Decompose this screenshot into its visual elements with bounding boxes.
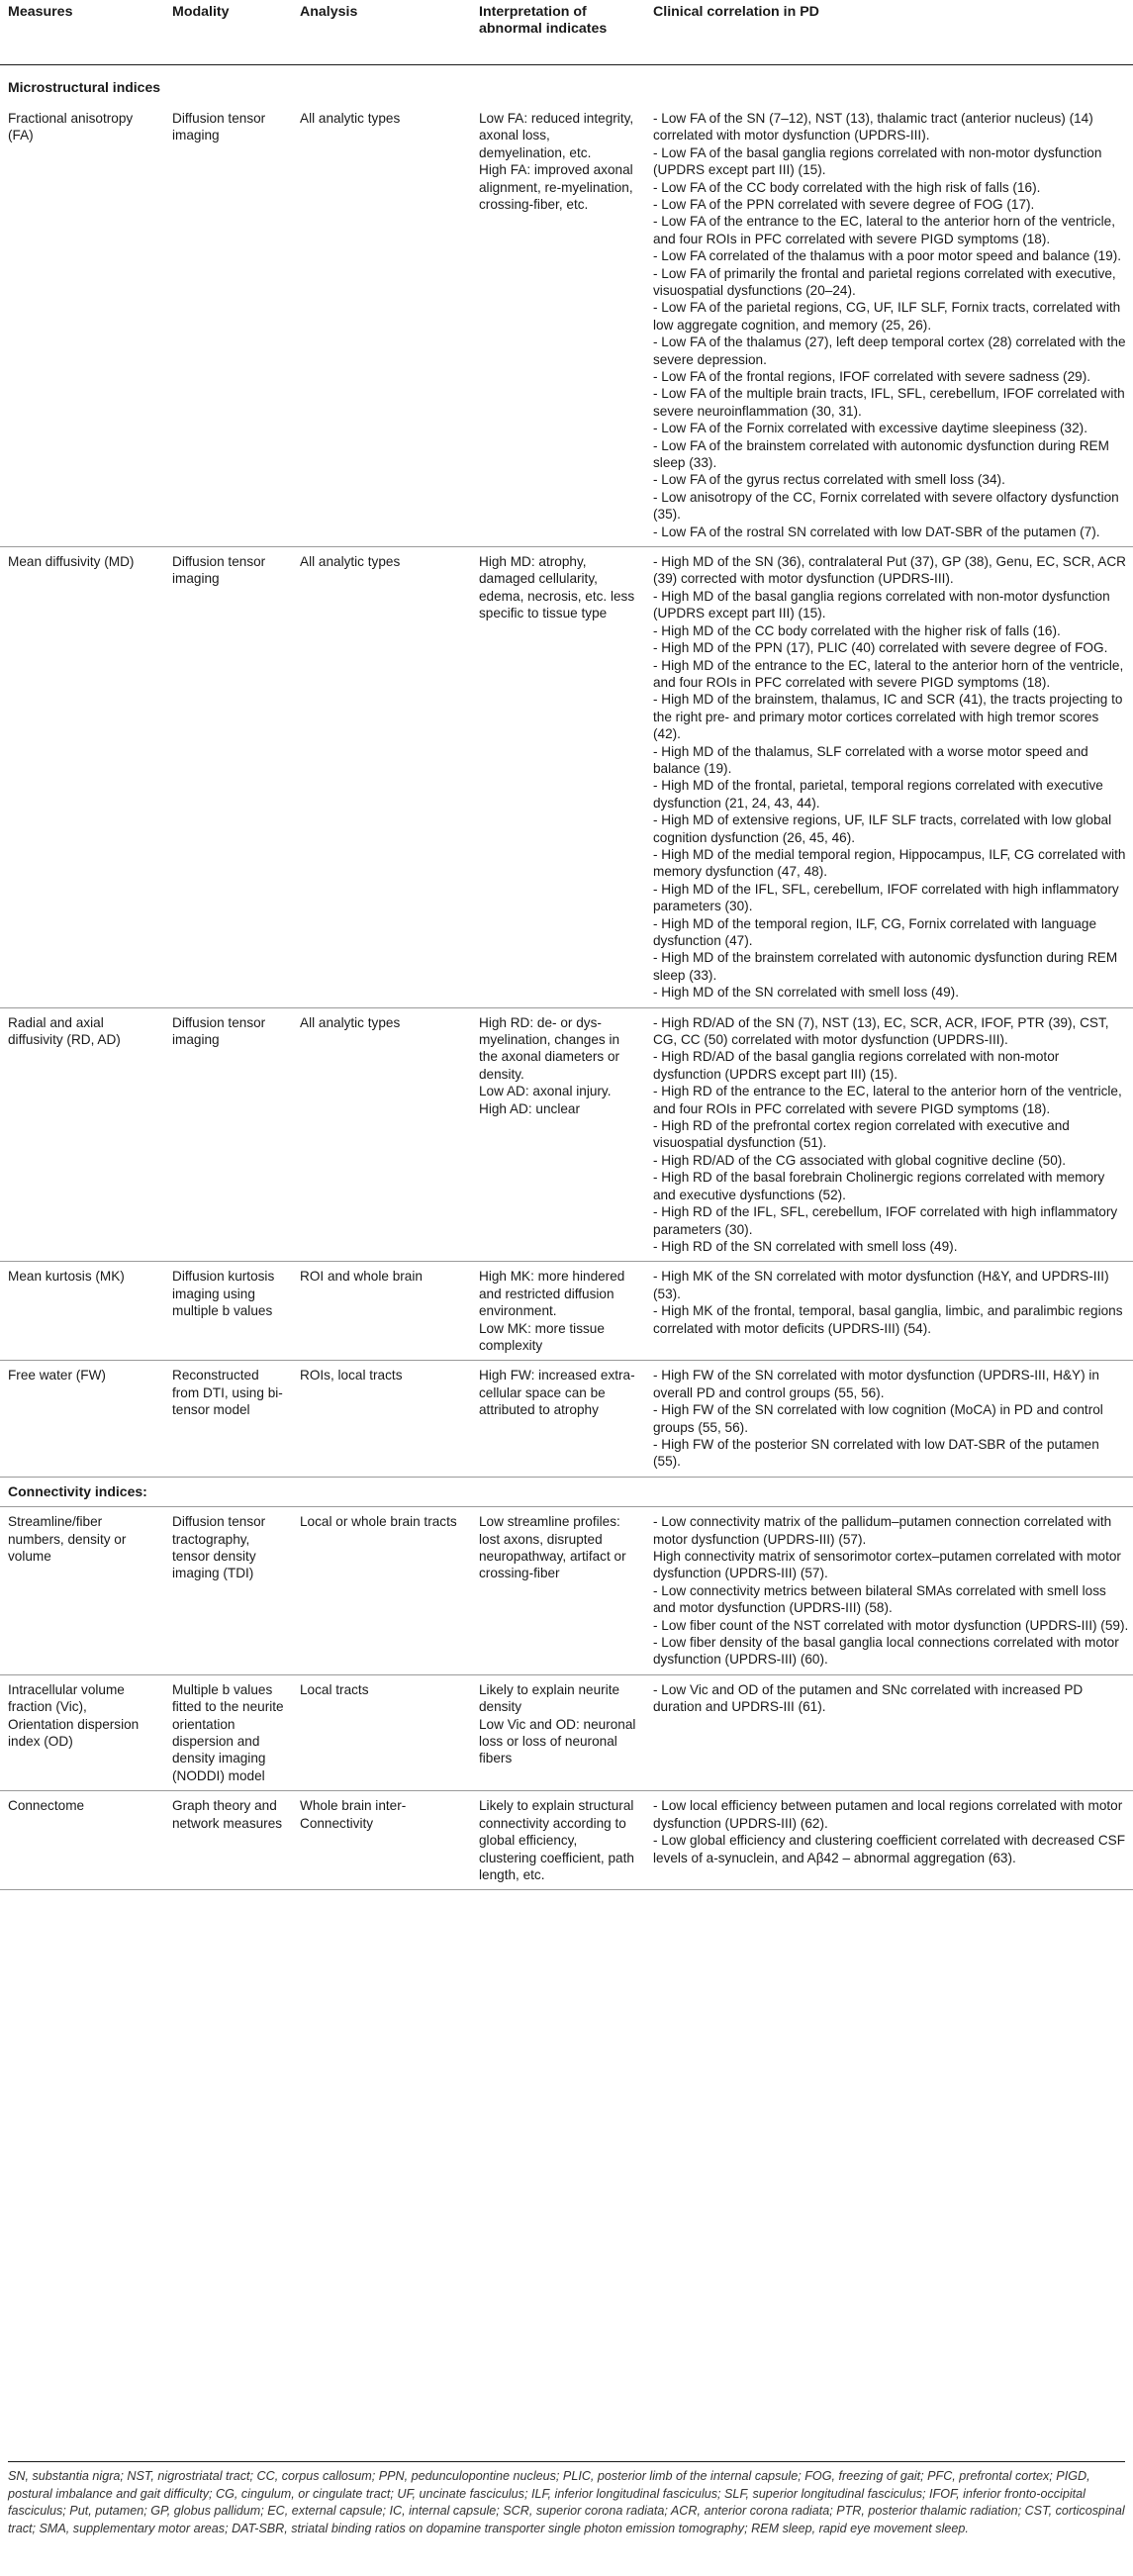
cell-line: - Low FA of primarily the frontal and parietal regions correlated with executive, visuospatial dysfunctions (20–24).	[653, 265, 1116, 298]
header-clinical: Clinical correlation in PD	[645, 0, 1133, 64]
cell-line: - Low FA of the Fornix correlated with excessive daytime sleepiness (32).	[653, 421, 1087, 436]
cell-modality: Diffusion tensor imaging	[164, 104, 292, 547]
cell-clinical	[645, 547, 1133, 1008]
cell-line: - Low connectivity metrics between bilateral SMAs correlated with smell loss and motor dysfunction (UPDRS-III) (58).	[653, 1582, 1106, 1616]
cell-line: - High MD of the IFL, SFL, cerebellum, IFOF correlated with high inflammatory parameters (30).	[653, 881, 1119, 914]
cell-line: - High MD of the CC body correlated with the higher risk of falls (16).	[653, 622, 1061, 638]
section-row-microstructural	[0, 64, 1133, 104]
cell-interpretation	[471, 547, 645, 1008]
table-row	[0, 1007, 1133, 1262]
cell-line: - Low FA of the parietal regions, CG, UF, ILF SLF, Fornix tracts, correlated with low aggregate cognition, and memory (25, 26).	[653, 300, 1121, 333]
cell-measure: Radial and axial diffusivity (RD, AD)	[0, 1007, 164, 1262]
header-interpretation: Interpretation of abnormal indicates	[471, 0, 645, 64]
cell-clinical	[645, 1791, 1133, 1890]
cell-line: - Low fiber density of the basal ganglia local connections correlated with motor dysfunction (UPDRS-III) (60).	[653, 1635, 1119, 1668]
table-row	[0, 1361, 1133, 1477]
cell-modality: Diffusion kurtosis imaging using multiple b values	[164, 1262, 292, 1361]
cell-line: - Low FA of the frontal regions, IFOF correlated with severe sadness (29).	[653, 369, 1090, 384]
cell-modality: Diffusion tensor tractography, tensor density imaging (TDI)	[164, 1507, 292, 1675]
cell-line: - Low FA of the gyrus rectus correlated with smell loss (34).	[653, 472, 1005, 488]
cell-line: - High MD of extensive regions, UF, ILF SLF tracts, correlated with low global cognition dysfunction (26, 45, 46).	[653, 812, 1112, 845]
cell-line: Low AD: axonal injury.	[479, 1084, 612, 1099]
cell-line: - Low connectivity matrix of the pallidum–putamen connection correlated with motor dysfunction (UPDRS-III) (57).	[653, 1514, 1112, 1547]
cell-line: High connectivity matrix of sensorimotor cortex–putamen correlated with motor dysfunction (UPDRS-III) (57).	[653, 1549, 1121, 1581]
cell-line: - High MD of the medial temporal region, Hippocampus, ILF, CG correlated with memory dysfunction (47, 48).	[653, 846, 1126, 880]
cell-line: - High RD of the entrance to the EC, lateral to the anterior horn of the ventricle, and four ROIs in PFC correlated with severe PIGD symptoms (18).	[653, 1084, 1122, 1116]
cell-line: - High MD of the frontal, parietal, temporal regions correlated with executive dysfunction (21, 24, 43, 44).	[653, 778, 1103, 811]
cell-modality: Graph theory and network measures	[164, 1791, 292, 1890]
cell-measure: Fractional anisotropy (FA)	[0, 104, 164, 547]
cell-analysis: ROIs, local tracts	[292, 1361, 471, 1477]
cell-line: Likely to explain structural connectivity according to global efficiency, clustering coefficient, path length, etc.	[479, 1798, 634, 1882]
cell-line: - High RD/AD of the SN (7), NST (13), EC, SCR, ACR, IFOF, PTR (39), CST, CG, CC (50) correlated with motor dysfunction (UPDRS-III).	[653, 1014, 1109, 1048]
table-row	[0, 1262, 1133, 1361]
table-row	[0, 1674, 1133, 1790]
cell-line: - High MD of the PPN (17), PLIC (40) correlated with severe degree of FOG.	[653, 640, 1108, 656]
cell-interpretation	[471, 1361, 645, 1477]
table-footnote: SN, substantia nigra; NST, nigrostriatal tract; CC, corpus callosum; PPN, pedunculopontine nucleus; PLIC, posterior limb of the internal capsule; FOG, freezing of gait; PFC, prefrontal cortex; PIGD, postural imbalance and gait difficulty; CG, cingulum, or cingulate tract; UF, uncinate fasciculus; ILF, inferior longitudinal fasciculus; SLF, superior longitudinal fasciculus; IFOF, inferior fronto-occipital fasciculus; Put, putamen; GP, globus pallidum; EC, external capsule; IC, internal capsule; SCR, superior corona radiata; ACR, anterior corona radiata; PTR, posterior thalamic radiation; CST, corticospinal tract; SMA, supplementary motor areas; DAT-SBR, striatal binding ratios on dopamine transporter single photon emission tomography; REM sleep, rapid eye movement sleep.	[8, 2461, 1125, 2537]
cell-clinical	[645, 1262, 1133, 1361]
cell-line: - Low FA of the SN (7–12), NST (13), thalamic tract (anterior nucleus) (14) correlated with motor dysfunction (UPDRS-III).	[653, 110, 1093, 143]
cell-line: - Low Vic and OD of the putamen and SNc correlated with increased PD duration and UPDRS-III (61).	[653, 1681, 1084, 1715]
cell-line: - High MD of the entrance to the EC, lateral to the anterior horn of the ventricle, and four ROIs in PFC correlated with severe PIGD symptoms (18).	[653, 657, 1124, 690]
cell-line: Likely to explain neurite density	[479, 1681, 620, 1715]
cell-line: - Low FA of the CC body correlated with the high risk of falls (16).	[653, 179, 1041, 195]
cell-interpretation	[471, 1791, 645, 1890]
cell-line: - High RD of the basal forebrain Cholinergic regions correlated with memory and executive dysfunctions (52).	[653, 1170, 1105, 1202]
cell-line: - Low fiber count of the NST correlated with motor dysfunction (UPDRS-III) (59).	[653, 1617, 1129, 1633]
cell-line: - Low FA of the basal ganglia regions correlated with non-motor dysfunction (UPDRS except part III) (15).	[653, 144, 1102, 178]
cell-line: - Low FA of the brainstem correlated with autonomic dysfunction during REM sleep (33).	[653, 437, 1109, 471]
cell-clinical	[645, 1007, 1133, 1262]
cell-interpretation	[471, 104, 645, 547]
cell-analysis: ROI and whole brain	[292, 1262, 471, 1361]
cell-line: - High MD of the brainstem, thalamus, IC and SCR (41), the tracts projecting to the right pre- and primary motor cortices correlated with high tremor scores (42).	[653, 692, 1123, 742]
cell-line: - Low local efficiency between putamen and local regions correlated with motor dysfunction (UPDRS-III) (62).	[653, 1798, 1123, 1831]
cell-line: - Low FA correlated of the thalamus with a poor motor speed and balance (19).	[653, 248, 1122, 264]
cell-line: High FA: improved axonal alignment, re-myelination, crossing-fiber, etc.	[479, 162, 633, 212]
cell-measure: Connectome	[0, 1791, 164, 1890]
section-row-connectivity	[0, 1477, 1133, 1506]
cell-clinical	[645, 1361, 1133, 1477]
cell-analysis: Whole brain inter-Connectivity	[292, 1791, 471, 1890]
cell-interpretation	[471, 1507, 645, 1675]
cell-line: Low MK: more tissue complexity	[479, 1320, 605, 1353]
cell-clinical	[645, 104, 1133, 547]
cell-interpretation	[471, 1674, 645, 1790]
cell-line: - High FW of the SN correlated with motor dysfunction (UPDRS-III, H&Y) in overall PD and control groups (55, 56).	[653, 1368, 1099, 1400]
cell-line: - Low FA of the entrance to the EC, lateral to the anterior horn of the ventricle, and four ROIs in PFC correlated with severe PIGD symptoms (18).	[653, 214, 1115, 246]
cell-line: Low FA: reduced integrity, axonal loss, demyelination, etc.	[479, 110, 634, 160]
cell-analysis: All analytic types	[292, 547, 471, 1008]
cell-line: - High MK of the frontal, temporal, basal ganglia, limbic, and paralimbic regions correlated with motor deficits (UPDRS-III) (54).	[653, 1303, 1123, 1336]
cell-line: - Low FA of the PPN correlated with severe degree of FOG (17).	[653, 196, 1035, 212]
cell-measure: Free water (FW)	[0, 1361, 164, 1477]
cell-line: - High MK of the SN correlated with motor dysfunction (H&Y, and UPDRS-III) (53).	[653, 1269, 1109, 1301]
cell-measure: Streamline/fiber numbers, density or volume	[0, 1507, 164, 1675]
cell-line: - Low FA of the multiple brain tracts, IFL, SFL, cerebellum, IFOF correlated with severe neuroinflammation (30, 31).	[653, 386, 1125, 419]
cell-line: - Low FA of the rostral SN correlated with low DAT-SBR of the putamen (7).	[653, 524, 1100, 539]
cell-line: - High RD of the IFL, SFL, cerebellum, IFOF correlated with high inflammatory parameters (30).	[653, 1204, 1118, 1237]
cell-measure: Mean diffusivity (MD)	[0, 547, 164, 1008]
cell-line: - High MD of the brainstem correlated with autonomic dysfunction during REM sleep (33).	[653, 950, 1118, 983]
cell-line: Low Vic and OD: neuronal loss or loss of neuronal fibers	[479, 1716, 636, 1766]
cell-line: - Low anisotropy of the CC, Fornix correlated with severe olfactory dysfunction (35).	[653, 489, 1119, 523]
cell-line: - High MD of the temporal region, ILF, CG, Fornix correlated with language dysfunction (47).	[653, 915, 1097, 948]
table-row	[0, 1791, 1133, 1890]
table-row	[0, 1507, 1133, 1675]
cell-line: - High RD of the SN correlated with smell loss (49).	[653, 1238, 958, 1254]
cell-measure: Intracellular volume fraction (Vic), Orientation dispersion index (OD)	[0, 1674, 164, 1790]
cell-clinical	[645, 1507, 1133, 1675]
cell-line: - High RD/AD of the CG associated with global cognitive decline (50).	[653, 1152, 1067, 1168]
table-row	[0, 547, 1133, 1008]
cell-line: Low streamline profiles: lost axons, disrupted neuropathway, artifact or crossing-fiber	[479, 1514, 626, 1581]
table-header	[0, 0, 1133, 64]
cell-analysis: All analytic types	[292, 1007, 471, 1262]
cell-measure: Mean kurtosis (MK)	[0, 1262, 164, 1361]
header-measures: Measures	[0, 0, 164, 64]
section-title-connectivity: Connectivity indices:	[0, 1477, 1133, 1506]
table-row	[0, 104, 1133, 547]
cell-line: High RD: de- or dys-myelination, changes in the axonal diameters or density.	[479, 1014, 620, 1082]
cell-line: - High RD of the prefrontal cortex region correlated with executive and visuospatial dysfunction (51).	[653, 1118, 1070, 1151]
cell-line: - High FW of the posterior SN correlated with low DAT-SBR of the putamen (55).	[653, 1436, 1099, 1470]
cell-line: High MD: atrophy, damaged cellularity, edema, necrosis, etc. less specific to tissue type	[479, 554, 635, 621]
cell-analysis: Local tracts	[292, 1674, 471, 1790]
cell-modality: Diffusion tensor imaging	[164, 547, 292, 1008]
cell-line: - High MD of the SN correlated with smell loss (49).	[653, 985, 959, 1001]
cell-modality: Diffusion tensor imaging	[164, 1007, 292, 1262]
cell-line: - High MD of the thalamus, SLF correlated with a worse motor speed and balance (19).	[653, 743, 1088, 776]
header-analysis: Analysis	[292, 0, 471, 64]
section-title-microstructural: Microstructural indices	[8, 78, 161, 95]
cell-line: High AD: unclear	[479, 1100, 581, 1116]
cell-line: - Low FA of the thalamus (27), left deep temporal cortex (28) correlated with the severe depression.	[653, 334, 1126, 367]
cell-analysis: Local or whole brain tracts	[292, 1507, 471, 1675]
cell-modality: Multiple b values fitted to the neurite orientation dispersion and density imaging (NODDI) model	[164, 1674, 292, 1790]
cell-line: - High MD of the basal ganglia regions correlated with non-motor dysfunction (UPDRS except part III) (15).	[653, 588, 1110, 621]
cell-analysis: All analytic types	[292, 104, 471, 547]
cell-interpretation	[471, 1007, 645, 1262]
header-modality: Modality	[164, 0, 292, 64]
cell-interpretation	[471, 1262, 645, 1361]
cell-line: High FW: increased extra-cellular space can be attributed to atrophy	[479, 1368, 635, 1418]
cell-modality: Reconstructed from DTI, using bi-tensor model	[164, 1361, 292, 1477]
cell-line: - High RD/AD of the basal ganglia regions correlated with non-motor dysfunction (UPDRS except part III) (15).	[653, 1049, 1060, 1082]
cell-line: High MK: more hindered and restricted diffusion environment.	[479, 1269, 625, 1319]
cell-clinical	[645, 1674, 1133, 1790]
cell-line: - High FW of the SN correlated with low cognition (MoCA) in PD and control groups (55, 56).	[653, 1402, 1103, 1435]
cell-line: - Low global efficiency and clustering coefficient correlated with decreased CSF levels of a-synuclein, and Aβ42 – abnormal aggregation (63).	[653, 1833, 1126, 1865]
cell-line: - High MD of the SN (36), contralateral Put (37), GP (38), Genu, EC, SCR, ACR (39) corrected with motor dysfunction (UPDRS-III).	[653, 554, 1126, 587]
